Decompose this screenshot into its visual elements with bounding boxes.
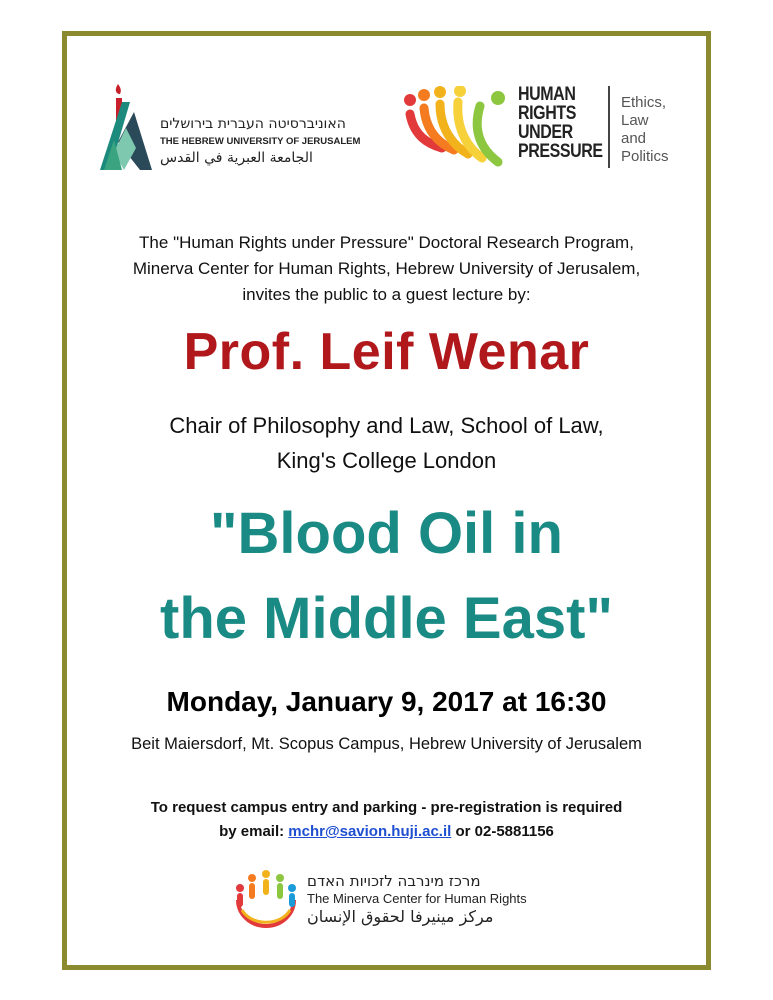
- event-datetime: Monday, January 9, 2017 at 16:30: [166, 686, 607, 717]
- intro-line-1: The "Human Rights under Pressure" Doctoral Research Program,: [139, 233, 634, 252]
- minerva-circle-people-icon: [228, 866, 304, 928]
- hrup-sub-4: Politics: [621, 148, 669, 165]
- minerva-name-hebrew: מרכז מינרבה לזכויות האדם: [307, 872, 481, 890]
- lecture-title: [0, 491, 773, 661]
- hrup-line-3: UNDER: [518, 121, 573, 143]
- hrup-emblem: [402, 86, 512, 168]
- affiliation-line-1: Chair of Philosophy and Law, School of Law,: [169, 413, 604, 438]
- intro-line-3: invites the public to a guest lecture by:: [242, 285, 531, 304]
- hrup-sub-1: Ethics,: [621, 94, 667, 111]
- hrup-people-icon: [402, 86, 512, 168]
- speaker-affiliation: [0, 408, 773, 478]
- lecture-title-line-2: the Middle East": [160, 586, 613, 651]
- huji-logo: [96, 82, 156, 174]
- huji-name: [160, 116, 360, 167]
- hrup-subtitle: [621, 94, 669, 166]
- registration-line-2: [0, 820, 773, 844]
- registration-prefix: by email:: [219, 823, 289, 840]
- intro-line-2: Minerva Center for Human Rights, Hebrew University of Jerusalem,: [132, 259, 641, 278]
- hrup-line-2: RIGHTS: [518, 102, 576, 124]
- registration-line-1: To request campus entry and parking - pre-registration is required: [150, 799, 623, 816]
- affiliation-line-2: King's College London: [276, 448, 497, 473]
- lecture-title-line-1: "Blood Oil in: [210, 501, 563, 566]
- hrup-sub-3: and: [621, 130, 647, 147]
- huji-name-arabic: الجامعة العبرية في القدس: [160, 150, 313, 166]
- hrup-divider: [608, 86, 610, 168]
- intro-text: [0, 230, 773, 308]
- huji-name-english: THE HEBREW UNIVERSITY OF JERUSALEM: [160, 136, 361, 147]
- event-venue: Beit Maiersdorf, Mt. Scopus Campus, Hebrew University of Jerusalem: [131, 735, 642, 753]
- hrup-line-4: PRESSURE: [518, 140, 603, 162]
- registration-info: [0, 796, 773, 844]
- minerva-emblem: [228, 866, 304, 928]
- minerva-name-english: The Minerva Center for Human Rights: [307, 891, 527, 906]
- registration-email-link[interactable]: mchr@savion.huji.ac.il: [288, 823, 452, 840]
- hrup-line-1: HUMAN: [518, 83, 576, 105]
- speaker-name: Prof. Leif Wenar: [183, 323, 590, 381]
- huji-emblem-icon: [96, 82, 156, 174]
- minerva-name-arabic: مركز مينيرفا لحقوق الإنسان: [307, 907, 494, 926]
- huji-name-hebrew: האוניברסיטה העברית בירושלים: [160, 116, 346, 132]
- hrup-sub-2: Law: [621, 112, 649, 129]
- hrup-name: [518, 85, 603, 161]
- minerva-name: [307, 872, 527, 926]
- registration-phone: or 02-5881156: [451, 823, 554, 840]
